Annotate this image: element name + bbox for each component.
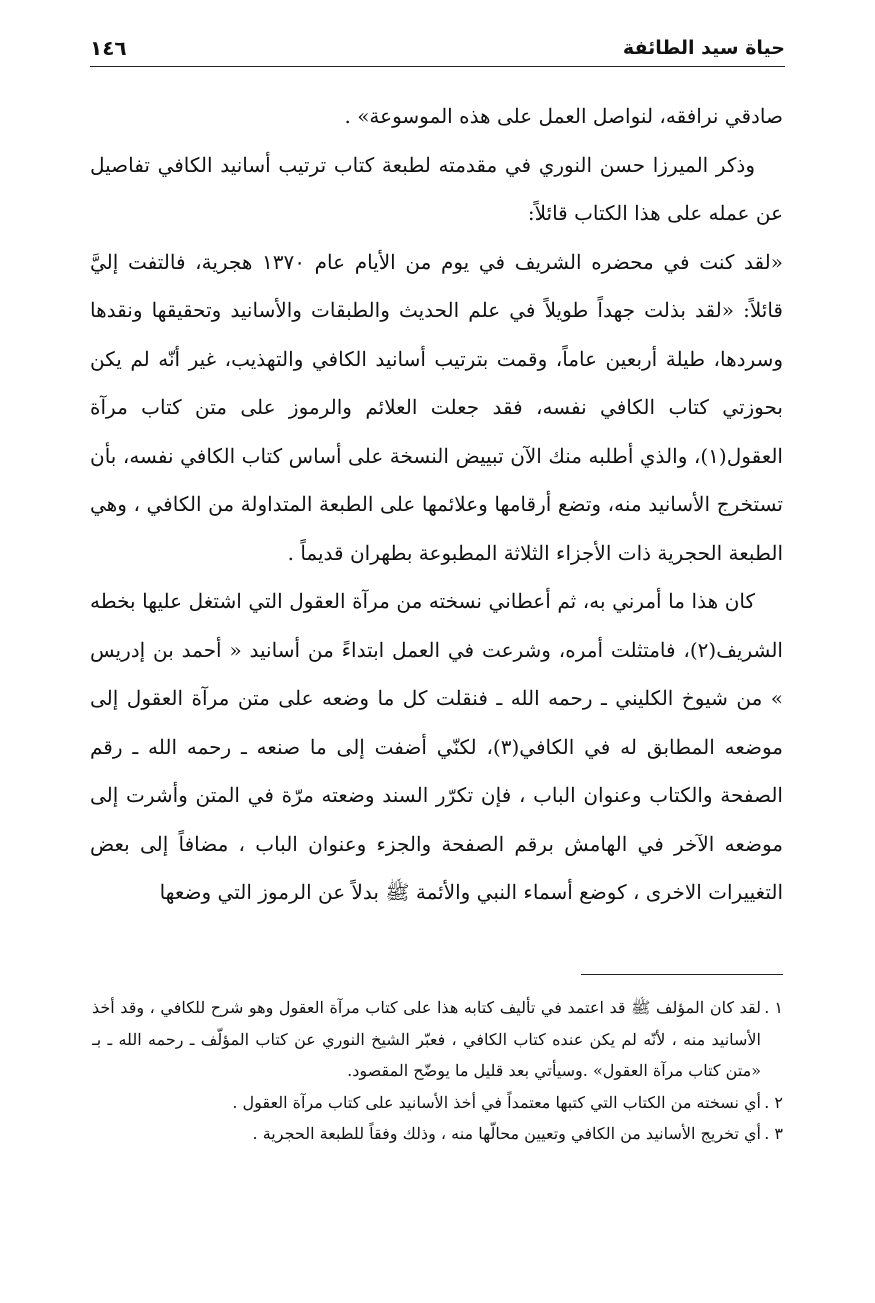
footnote-text: لقد كان المؤلف ﷺ قد اعتمد في تأليف كتابه هذا على كتاب مرآة العقول وهو شرح للكافي ، وقد أخذ الأسانيد منه ، لأنّه لم يكن عنده كتاب الكافي ، فعبّر الشيخ النوري عن كتاب المؤلّف ـ رحمه الله ـ بـ «متن كتاب مرآة العقول» .وسيأتي بعد قليل ما يوضّح المقصود. <box>92 998 761 1080</box>
footnote <box>92 1118 783 1150</box>
paragraph: وذكر الميرزا حسن النوري في مقدمته لطبعة كتاب ترتيب أسانيد الكافي تفاصيل عن عمله على هذا الكتاب قائلاً: <box>90 152 783 225</box>
quoted-paragraph: «لقد كنت في محضره الشريف في يوم من الأيام عام ١٣٧٠ هجرية، فالتفت إليَّ قائلاً: «لقد بذلت جهداً طويلاً في علم الحديث والطبقات والأسانيد وتحقيقها ونقدها وسردها، طيلة أربعين عاماً، وقمت بترتيب أسانيد الكافي والتهذيب، غير أنّه لم يكن بحوزتي كتاب الكافي نفسه، فقد جعلت العلائم والرموز على متن كتاب مرآة العقول(١)، والذي أطلبه منك الآن تبييض النسخة على أساس كتاب الكافي نفسه، بأن تستخرج الأسانيد منه، وتضع أرقامها وعلائمها على الطبعة المتداولة من الكافي ، وهي الطبعة الحجرية ذات الأجزاء الثلاثة المطبوعة بطهران قديماً . <box>90 249 783 565</box>
footnote-number: ٣ . <box>764 1124 783 1143</box>
footnote-text: أي نسخته من الكتاب التي كتبها معتمداً في أخذ الأسانيد على كتاب مرآة العقول . <box>232 1092 761 1112</box>
footnote-number: ٢ . <box>764 1092 783 1112</box>
page-number: ١٤٦ <box>90 36 127 60</box>
body-text <box>90 92 783 952</box>
footnote-number: ١ . <box>764 998 783 1017</box>
footnote <box>92 992 783 1087</box>
footnote-text: أي تخريج الأسانيد من الكافي وتعيين محالّها منه ، وذلك وفقاً للطبعة الحجرية . <box>252 1124 761 1143</box>
paragraph: كان هذا ما أمرني به، ثم أعطاني نسخته من مرآة العقول التي اشتغل عليها بخطه الشريف(٢)، فامتثلت أمره، وشرعت في العمل ابتداءً من أسانيد « أحمد بن إدريس » من شيوخ الكليني ـ رحمه الله ـ فنقلت كل ما وضعه على متن مرآة العقول إلى موضعه المطابق له في الكافي(٣)، لكنّي أضفت إلى ما صنعه ـ رحمه الله ـ رقم الصفحة والكتاب وعنوان الباب ، فإن تكرّر السند وضعته مرّة في المتن وأشرت إلى موضعه الآخر في الهامش برقم الصفحة والجزء وعنوان الباب ، مضافاً إلى بعض التغييرات الاخرى ، كوضع أسماء النبي والأئمة ﷺ بدلاً عن الرموز التي وضعها <box>90 589 783 904</box>
footnotes <box>92 992 783 1212</box>
footnote-separator <box>581 974 783 975</box>
running-header <box>90 30 785 67</box>
running-title: حياة سيد الطائفة <box>622 37 785 59</box>
footnote <box>92 1087 783 1119</box>
paragraph: صادقي نرافقه، لنواصل العمل على هذه الموسوعة» . <box>344 104 783 128</box>
